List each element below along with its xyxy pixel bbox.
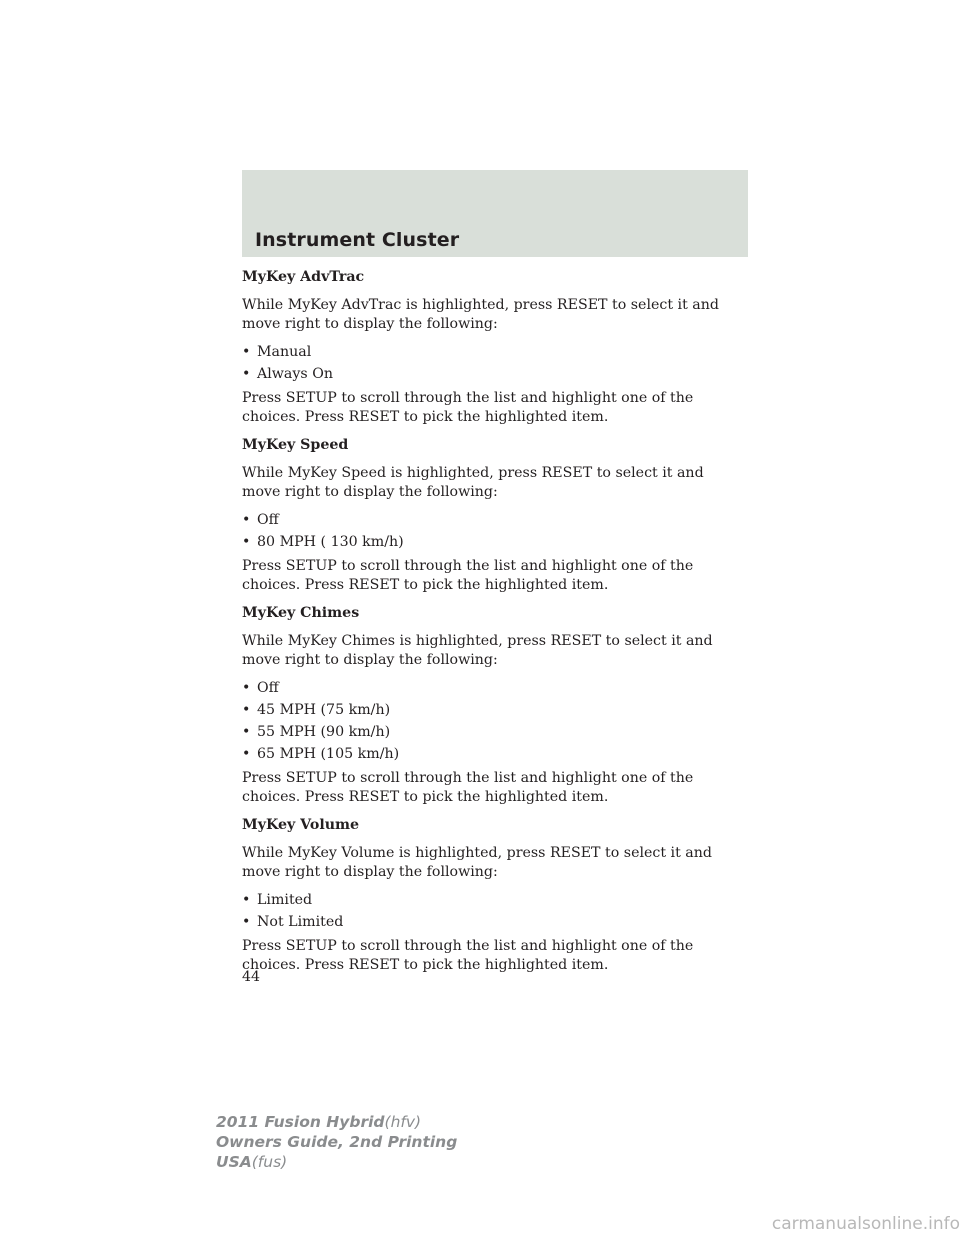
section-outro: Press SETUP to scroll through the list and highlight one of the choices. Press RESET to pick the highlighted item.: [242, 938, 694, 973]
bullet-icon: •: [242, 344, 251, 360]
footer-line-edition: Owners Guide, 2nd Printing: [216, 1133, 458, 1151]
option-list: [242, 343, 762, 383]
section-heading: MyKey Speed: [242, 437, 349, 453]
option-list: [242, 511, 762, 551]
list-item: • Limited: [242, 892, 313, 908]
bullet-icon: •: [242, 892, 251, 908]
section-header-band: [242, 170, 748, 257]
bullet-icon: •: [242, 366, 251, 382]
list-item: • Off: [242, 680, 279, 696]
list-item: • 45 MPH (75 km/h): [242, 702, 391, 718]
section-mykey-advtrac: [242, 268, 762, 427]
section-outro: Press SETUP to scroll through the list and highlight one of the choices. Press RESET to pick the highlighted item.: [242, 390, 694, 425]
section-mykey-volume: [242, 816, 762, 975]
document-footer: [216, 1112, 457, 1172]
section-intro: While MyKey Chimes is highlighted, press RESET to select it and move right to display the following:: [242, 633, 713, 668]
watermark-link[interactable]: carmanualsonline.info: [771, 1214, 960, 1234]
page-title: Instrument Cluster: [255, 229, 460, 251]
bullet-icon: •: [242, 512, 251, 528]
bullet-icon: •: [242, 534, 251, 550]
section-mykey-chimes: [242, 604, 762, 807]
list-item: • 80 MPH ( 130 km/h): [242, 534, 404, 550]
bullet-icon: •: [242, 680, 251, 696]
section-outro: Press SETUP to scroll through the list and highlight one of the choices. Press RESET to pick the highlighted item.: [242, 558, 694, 593]
section-heading: MyKey Chimes: [242, 605, 360, 621]
section-mykey-speed: [242, 436, 762, 595]
list-item: • Not Limited: [242, 914, 344, 930]
bullet-icon: •: [242, 746, 251, 762]
manual-content: [242, 268, 762, 984]
bullet-icon: •: [242, 914, 251, 930]
section-heading: MyKey AdvTrac: [242, 269, 365, 285]
footer-line-region: USA(fus): [216, 1153, 288, 1171]
section-intro: While MyKey Speed is highlighted, press RESET to select it and move right to display the following:: [242, 465, 704, 500]
page-number: 44: [242, 969, 261, 985]
list-item: • 65 MPH (105 km/h): [242, 746, 400, 762]
option-list: [242, 679, 762, 763]
list-item: • Always On: [242, 366, 333, 382]
bullet-icon: •: [242, 702, 251, 718]
footer-line-model: 2011 Fusion Hybrid(hfv): [216, 1113, 422, 1131]
list-item: • Manual: [242, 344, 312, 360]
section-heading: MyKey Volume: [242, 817, 360, 833]
list-item: • 55 MPH (90 km/h): [242, 724, 391, 740]
section-intro: While MyKey Volume is highlighted, press RESET to select it and move right to display the following:: [242, 845, 712, 880]
list-item: • Off: [242, 512, 279, 528]
option-list: [242, 891, 762, 931]
bullet-icon: •: [242, 724, 251, 740]
section-outro: Press SETUP to scroll through the list and highlight one of the choices. Press RESET to pick the highlighted item.: [242, 770, 694, 805]
section-intro: While MyKey AdvTrac is highlighted, press RESET to select it and move right to display the following:: [242, 297, 719, 332]
